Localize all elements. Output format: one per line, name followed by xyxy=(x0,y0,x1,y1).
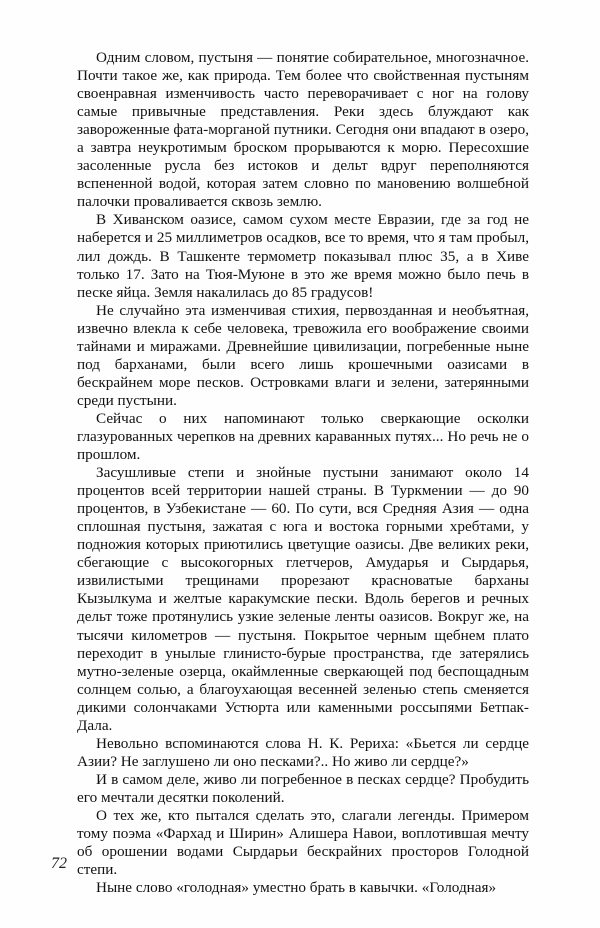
paragraph: В Хиванском оазисе, самом сухом месте Евразии, где за год не наберется и 25 миллиметров осадков, все то время, что я там пробыл, лил дождь. В Ташкенте термометр показывал плюс 35, а в Хиве только 17. Зато на Тюя-Муюне в это же время можно было печь в песке яйца. Земля накалилась до 85 градусов! xyxy=(77,211,529,301)
paragraph: Не случайно эта изменчивая стихия, первозданная и необъятная, извечно влекла к себе человека, тревожила его воображение своими тайнами и миражами. Древнейшие цивилизации, погребенные ныне под барханами, были всего лишь крошечными оазисами в бескрайнем море песков. Островками влаги и зелени, затерянными среди пустыни. xyxy=(77,301,529,409)
paragraph: Ныне слово «голодная» уместно брать в кавычки. «Голодная» xyxy=(96,879,497,897)
paragraph: Сейчас о них напоминают только сверкающие осколки глазурованных черепков на древних караванных путях... Но речь не о прошлом. xyxy=(77,409,529,464)
paragraph: И в самом деле, живо ли погребенное в песках сердце? Пробудить его мечтали десятки поколений. xyxy=(77,770,529,806)
paragraph: Одним словом, пустыня — понятие собирательное, многозначное. Почти такое же, как природа. Тем более что свойственная пустыням своенравная изменчивость часто переворачивает с ног на голову самые привычные представления. Реки здесь блуждают как завороженные фата-морганой путники. Сегодня они впадают в озеро, а завтра неукротимым броском прорываются к морю. Пересохшие засоленные русла без истоков и дельт вдруг переполняются вспененной водой, которая затем словно по мановению волшебной палочки проваливается сквозь землю. xyxy=(77,49,529,211)
paragraph: Невольно вспоминаются слова Н. К. Рериха: «Бьется ли сердце Азии? Не заглушено ли оно песками?.. Но живо ли сердце?» xyxy=(77,734,529,770)
body-text xyxy=(77,49,529,897)
page-number: 72 xyxy=(51,855,67,872)
paragraph: Засушливые степи и знойные пустыни занимают около 14 процентов всей территории нашей страны. В Туркмении — до 90 процентов, в Узбекистане — 60. По сути, вся Средняя Азия — одна сплошная пустыня, зажатая с юга и востока горными хребтами, у подножия которых приютились цветущие оазисы. Две великих реки, сбегающие с высокогорных глетчеров, Амударья и Сырдарья, извилистыми трещинами прорезают красноватые барханы Кызылкума и желтые каракумские пески. Вдоль берегов и речных дельт тоже протянулись узкие зеленые ленты оазисов. Вокруг же, на тысячи километров — пустыня. Покрытое черным щебнем плато переходит в унылые глинисто-бурые пространства, где затерялись мутно-зеленые озерца, окаймленные сверкающей под беспощадным солнцем солью, а благоухающая весенней зеленью степь сменяется дикими солончаками Устюрта или каменными россыпями Бетпак-Дала. xyxy=(77,464,529,734)
paragraph: О тех же, кто пытался сделать это, слагали легенды. Примером тому поэма «Фархад и Ширин» Алишера Навои, воплотившая мечту об орошении водами Сырдарьи бескрайних просторов Голодной степи. xyxy=(77,806,529,879)
